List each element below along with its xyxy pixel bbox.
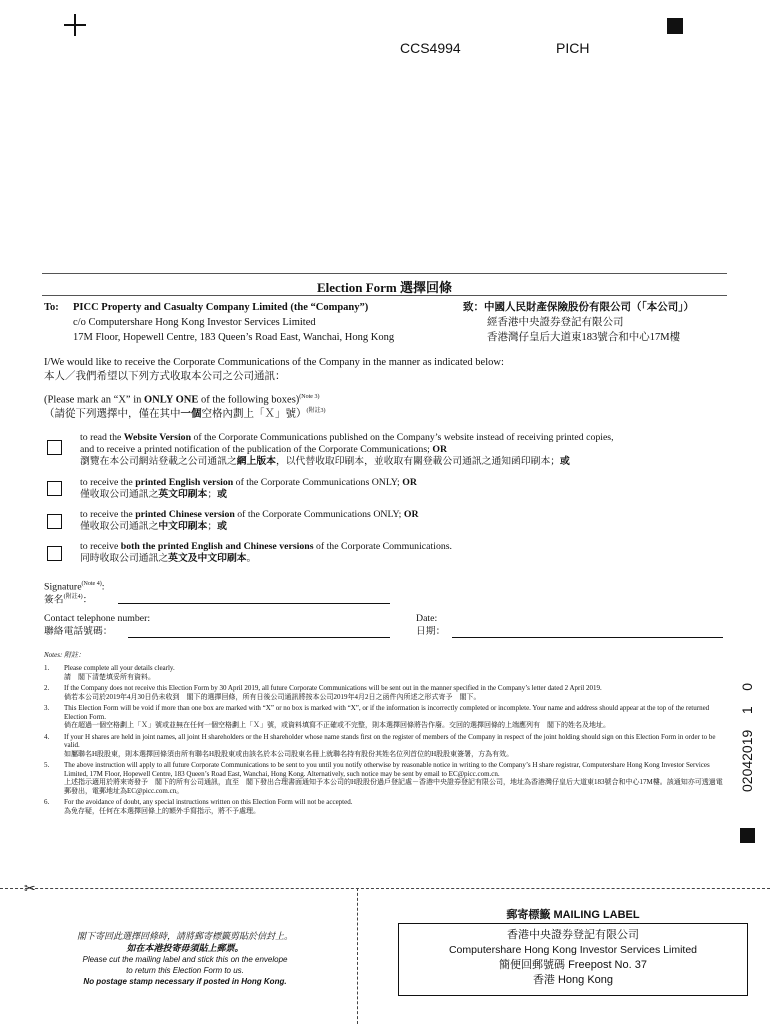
cut-line-horizontal [0, 888, 770, 889]
option-chinese-checkbox[interactable] [47, 514, 62, 529]
option-both-text: to receive both the printed English and Chinese versions of the Corporate Communications. 同時收取公司通訊之英文及中文印刷本。 [80, 541, 453, 564]
address-zh: 香港灣仔皇后大道東183號合和中心17M樓 [487, 332, 681, 343]
option-chinese-text: to receive the printed Chinese version of the Corporate Communications ONLY; OR 僅收取公司通訊之中文印刷本；或 [80, 509, 419, 532]
notes-title: Notes: 附註： [44, 651, 86, 659]
scissors-icon: ✂ [24, 880, 36, 896]
note-item: 6. For the avoidance of doubt, any special instructions written on this Election Form will not be accepted. 為免存疑，任何在本選擇回條上的額外手寫指示，將不予處理。 [44, 798, 353, 815]
top-rule [42, 273, 727, 274]
note-item: 2. If the Company does not receive this Election Form by 30 April 2019, all future Corporate Communications will be sent out in the manner specified in the Company’s letter dated 2 April 2019. 倘若本公司於2019年4月30日仍未收到 閣下的選擇回條，所有日後公司通訊將按本公司2019年4月2日之函件內所述之形式寄予 閣下。 [44, 684, 602, 701]
option-english-checkbox[interactable] [47, 481, 62, 496]
date-label-en: Date: [416, 613, 438, 624]
contact-label-zh: 聯絡電話號碼： [44, 626, 113, 637]
signature-field[interactable] [118, 603, 390, 604]
side-square-mark [740, 828, 755, 843]
form-title: Election Form 選擇回條 [316, 280, 453, 295]
option-both-checkbox[interactable] [47, 546, 62, 561]
intro-zh: 本人／我們希望以下列方式收取本公司之公司通訊： [44, 371, 286, 382]
form-abbr: PICH [556, 40, 590, 56]
company-name-zh: 致：中國人民財產保險股份有限公司（「本公司」） [463, 302, 694, 313]
note-item: 4. If your H shares are held in joint names, all joint H shareholders or the H shareholder whose name stands first on the register of members of the Company in respect of the joint holding should sign on this Election Form in order to be valid. 如屬聯名H股股東，則本選擇回條須由所有聯名H股股東或由該名於本公司股東名冊上就聯名持有股份其姓名位列首位的H股股東簽署，方為有效。 [44, 732, 716, 758]
instruction-zh: （請從下列選擇中，僅在其中一個空格內劃上「Ｘ」號）$^{(附註3)}$ [44, 408, 326, 420]
date-label-zh: 日期： [416, 626, 446, 637]
notes-list [44, 664, 725, 818]
signature-label-zh: 簽名$^{(附註4)}$： [44, 594, 93, 606]
care-of: c/o Computershare Hong Kong Investor Services Limited [73, 317, 316, 328]
contact-field[interactable] [128, 637, 390, 638]
mailing-label: 香港中央證券登記有限公司 Computershare Hong Kong Investor Services Limited 簡便回郵號碼 Freepost No. 37 香港 Hong Kong [398, 923, 748, 996]
registration-cross-mark [64, 14, 86, 36]
document-date-code: 02042019 1 0 [739, 682, 755, 792]
cut-line-vertical [357, 888, 358, 1024]
note-item: 5. The above instruction will apply to all future Corporate Communications to be sent to you until you notify otherwise by reasonable notice in writing to the Company’s H share registrar, Computershare Hong Kong Investor Services Limited, 17M Floor, Hopewell Centre, 183 Queen’s Road East, Wanchai, Hong Kong. Alternatively, such notice may be sent by email to EC@picc.com.cn. 上述指示適用於將來寄發予 閣下的所有公司通訊，直至 閣下發出合理書面通知予本公司的H股股份過戶登記處－香港中央證券登記有限公司，地址為香港灣仔皇后大道東183號合和中心17M樓。該通知亦可透過電郵發出，電郵地址為EC@picc.com.cn。 [44, 761, 723, 795]
mailing-label-title: 郵寄標籤 MAILING LABEL [506, 909, 640, 921]
to-label: To: [44, 302, 59, 313]
date-field[interactable] [452, 637, 723, 638]
option-english-text: to receive the printed English version of the Corporate Communications ONLY; OR 僅收取公司通訊之英文印刷本；或 [80, 477, 417, 500]
note-item: 1. Please complete all your details clearly. 請 閣下清楚填妥所有資料。 [44, 664, 175, 681]
intro-en: I/We would like to receive the Corporate Communications of the Company in the manner as indicated below: [44, 357, 504, 368]
care-of-zh: 經香港中央證券登記有限公司 [487, 317, 624, 328]
note-item: 3. This Election Form will be void if more than one box are marked with “X” or no box is marked with “X”, or if the information is incorrectly completed or incomplete. Your name and address should appear at the top of the returned Election Form. 倘在超過一個空格劃上「Ｘ」號或並無在任何一個空格劃上「Ｘ」號，或資料填寫不正確或不完整，則本選擇回條將告作廢。交回的選擇回條的上端應列有 閣下的姓名及地址。 [44, 704, 710, 729]
signature-label-en: Signature$^{(Note 4)}$: [44, 581, 105, 593]
registration-square-mark [667, 18, 683, 34]
form-code: CCS4994 [400, 40, 461, 56]
cut-instructions: 閣下寄回此選擇回條時，請將郵寄標籤剪貼於信封上。 如在本港投寄毋須貼上郵票。 Please cut the mailing label and stick this on the envelope to return this Election Form to us. No postage stamp necessary if posted in Hong Kong. [76, 931, 293, 986]
option-website-text: to read the Website Version of the Corporate Communications published on the Company’s website instead of receiving printed copies, and to receive a printed notification of the publication of the Corporate Communications; OR 瀏覽在本公司網站登載之公司通訊之網上版本，以代替收取印刷本，並收取有關登載公司通訊之通知函印刷本；或 [80, 432, 614, 467]
address-en: 17M Floor, Hopewell Centre, 183 Queen’s Road East, Wanchai, Hong Kong [73, 332, 395, 343]
contact-label-en: Contact telephone number: [44, 613, 151, 624]
company-name: PICC Property and Casualty Company Limited (the “Company”) [73, 302, 369, 313]
option-website-checkbox[interactable] [47, 440, 62, 455]
title-rule [42, 295, 727, 296]
instruction-en: (Please mark an “X” in ONLY ONE of the following boxes)$^{(Note 3)}$ [44, 394, 320, 406]
